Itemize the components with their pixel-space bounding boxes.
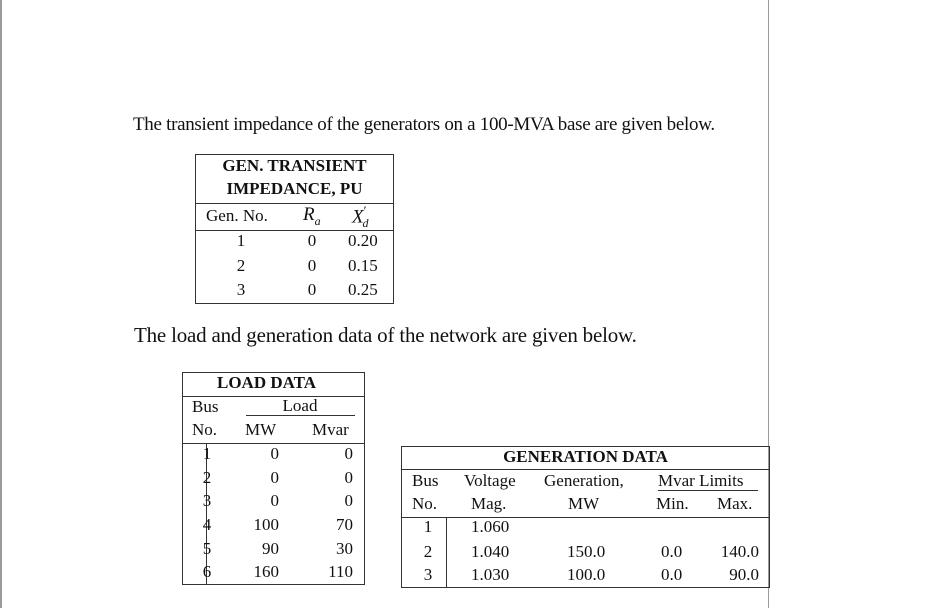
load-intro-sentence: The load and generation data of the network are given below. bbox=[134, 323, 637, 347]
load-col-header-bus-2: No. bbox=[192, 420, 218, 439]
gen-row-2-gen: 2 bbox=[236, 256, 246, 275]
gendata-table-col-divider bbox=[446, 517, 447, 587]
gen-row-1-ra: 0 bbox=[307, 231, 317, 250]
load-row-1-mw: 0 bbox=[270, 444, 279, 463]
load-row-5-mw: 90 bbox=[262, 539, 279, 558]
gen-table-title-2: IMPEDANCE, PU bbox=[226, 179, 363, 198]
gendata-col-header-bus-1: Bus bbox=[412, 471, 439, 490]
gendata-row-2-generation: 150.0 bbox=[567, 542, 606, 561]
gendata-row-3-generation: 100.0 bbox=[567, 565, 606, 584]
gen-table-title-1: GEN. TRANSIENT bbox=[222, 156, 367, 175]
gendata-row-2-voltage: 1.040 bbox=[471, 542, 510, 561]
gendata-row-3-min: 0.0 bbox=[661, 565, 683, 584]
gendata-table-rule-mid bbox=[402, 517, 769, 518]
load-row-4-bus: 4 bbox=[202, 515, 212, 534]
gen-row-3-ra: 0 bbox=[307, 280, 317, 299]
load-row-4-mvar: 70 bbox=[336, 515, 353, 534]
gendata-header-underline bbox=[658, 490, 758, 491]
load-row-4-mw: 100 bbox=[253, 515, 279, 534]
gendata-table-rule-top bbox=[402, 469, 769, 470]
load-row-3-bus: 3 bbox=[202, 491, 212, 510]
gen-row-1-gen: 1 bbox=[236, 231, 246, 250]
gen-row-2-ra: 0 bbox=[307, 256, 317, 275]
gendata-row-2-max: 140.0 bbox=[720, 542, 759, 561]
load-row-3-mw: 0 bbox=[270, 491, 279, 510]
gen-row-2-xd: 0.15 bbox=[348, 256, 378, 275]
load-row-3-mvar: 0 bbox=[344, 491, 353, 510]
gendata-col-header-generation-1: Generation, bbox=[544, 471, 624, 490]
gendata-col-header-generation-2: MW bbox=[568, 494, 600, 513]
load-row-6-bus: 6 bbox=[202, 562, 212, 581]
load-row-6-mvar: 110 bbox=[328, 562, 353, 581]
gendata-row-1-bus: 1 bbox=[423, 517, 433, 536]
load-row-5-mvar: 30 bbox=[336, 539, 353, 558]
gendata-col-header-max: Max. bbox=[717, 494, 753, 513]
load-row-2-bus: 2 bbox=[202, 468, 212, 487]
gendata-table-title: GENERATION DATA bbox=[503, 447, 668, 466]
gendata-col-header-voltage-2: Mag. bbox=[471, 494, 507, 513]
gen-row-1-xd: 0.20 bbox=[348, 231, 378, 250]
gendata-row-1-voltage: 1.060 bbox=[471, 517, 510, 536]
gen-col-header-gen: Gen. No. bbox=[206, 206, 268, 225]
load-row-1-mvar: 0 bbox=[344, 444, 353, 463]
gendata-col-header-voltage-1: Voltage bbox=[464, 471, 516, 490]
gendata-col-header-bus-2: No. bbox=[412, 494, 438, 513]
load-row-5-bus: 5 bbox=[202, 539, 212, 558]
load-col-header-load: Load bbox=[282, 396, 318, 415]
load-col-header-mw: MW bbox=[245, 420, 277, 439]
load-header-underline bbox=[246, 415, 355, 416]
load-col-header-mvar: Mvar bbox=[312, 420, 349, 439]
gendata-row-3-max: 90.0 bbox=[729, 565, 759, 584]
load-row-2-mvar: 0 bbox=[344, 468, 353, 487]
gen-col-header-xd: $X'_d$ bbox=[352, 203, 369, 231]
gendata-row-3-bus: 3 bbox=[423, 565, 433, 584]
gendata-row-2-min: 0.0 bbox=[661, 542, 683, 561]
gendata-row-3-voltage: 1.030 bbox=[471, 565, 510, 584]
gen-row-3-gen: 3 bbox=[236, 280, 246, 299]
intro-sentence: The transient impedance of the generators on a 100-MVA base are given below. bbox=[133, 114, 715, 135]
gendata-row-2-bus: 2 bbox=[423, 542, 433, 561]
load-row-6-mw: 160 bbox=[253, 562, 279, 581]
load-data-table bbox=[182, 372, 365, 585]
gen-impedance-table bbox=[195, 154, 394, 304]
gen-col-header-ra: $R_a$ bbox=[303, 204, 321, 228]
generation-data-table bbox=[401, 446, 770, 588]
gen-row-3-xd: 0.25 bbox=[348, 280, 378, 299]
load-table-title: LOAD DATA bbox=[217, 373, 317, 392]
gendata-col-header-min: Min. bbox=[656, 494, 689, 513]
gendata-col-header-mvar-limits: Mvar Limits bbox=[658, 471, 744, 490]
load-row-2-mw: 0 bbox=[270, 468, 279, 487]
load-row-1-bus: 1 bbox=[202, 444, 212, 463]
load-col-header-bus-1: Bus bbox=[192, 397, 219, 416]
page-left-edge bbox=[0, 0, 2, 608]
